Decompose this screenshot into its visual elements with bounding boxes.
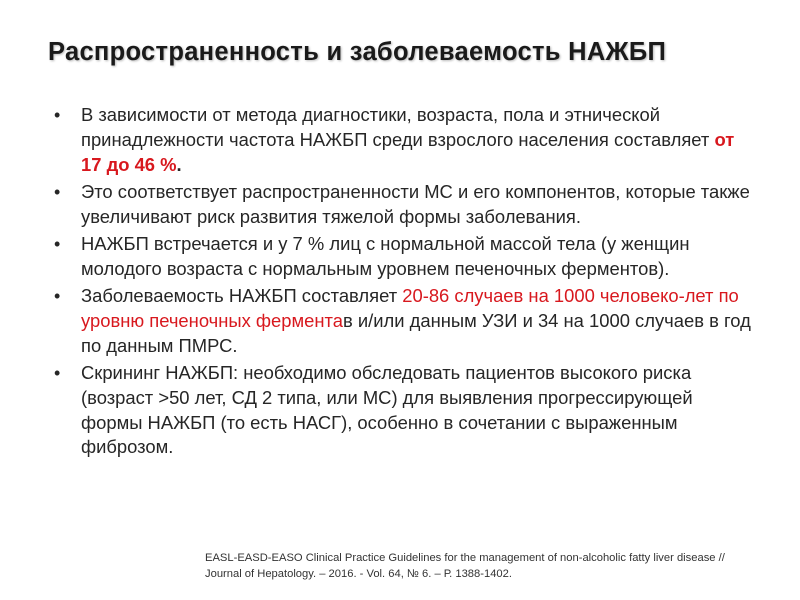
prevalence-range: от 17 до 46 % — [81, 128, 735, 175]
bullet-list — [54, 103, 754, 463]
reference-footnote — [205, 551, 785, 582]
bullet-text: Заболеваемость НАЖБП составляет — [81, 285, 403, 307]
footnote-line-1: EASL-EASD-EASO Clinical Practice Guidelines for the management of non-alcoholic fatty liver disease // — [205, 552, 725, 564]
bullet-text: Это соответствует распространенности МС и его компонентов, которые также увеличивают риск развития тяжелой формы заболевания. — [81, 180, 750, 227]
bullet-prevalence — [54, 103, 754, 177]
bullet-text: НАЖБП встречается и у 7 % лиц с нормальной массой тела (у женщин молодого возраста с нормальным уровнем печеночных ферментов). — [81, 232, 690, 279]
bullet-dot: • — [54, 181, 61, 202]
incidence-highlight: 20-86 случаев на 1000 человеко-лет по уровню печеночных фермента — [81, 285, 739, 331]
slide-title: Распространенность и заболеваемость НАЖБП — [48, 38, 667, 66]
bullet-text-end: в и/или данным УЗИ и 34 на 1000 случаев в год по данным ПМРС. — [81, 309, 751, 356]
bullet-incidence — [54, 284, 754, 358]
bullet-ms-correlation — [54, 180, 754, 230]
bullet-dot: • — [54, 286, 61, 307]
bullet-text: Скрининг НАЖБП: необходимо обследовать пациентов высокого риска (возраст >50 лет, СД 2 типа, или МС) для выявления прогрессирующей формы НАЖБП (то есть НАСГ), особенно в сочетании с выраженным фиброзом. — [81, 361, 693, 458]
bullet-dot: • — [54, 362, 61, 383]
bullet-screening — [54, 361, 754, 460]
bullet-dot: • — [54, 233, 61, 254]
bullet-text-end: . — [176, 153, 182, 175]
bullet-normal-weight — [54, 232, 754, 282]
bullet-dot: • — [54, 105, 61, 125]
bullet-text: В зависимости от метода диагностики, возраста, пола и этнической принадлежности частота НАЖБП среди взрослого населения составляет — [81, 104, 715, 150]
footnote-line-2: Journal of Hepatology. – 2016. - Vol. 64, № 6. – Р. 1388-1402. — [205, 567, 512, 580]
